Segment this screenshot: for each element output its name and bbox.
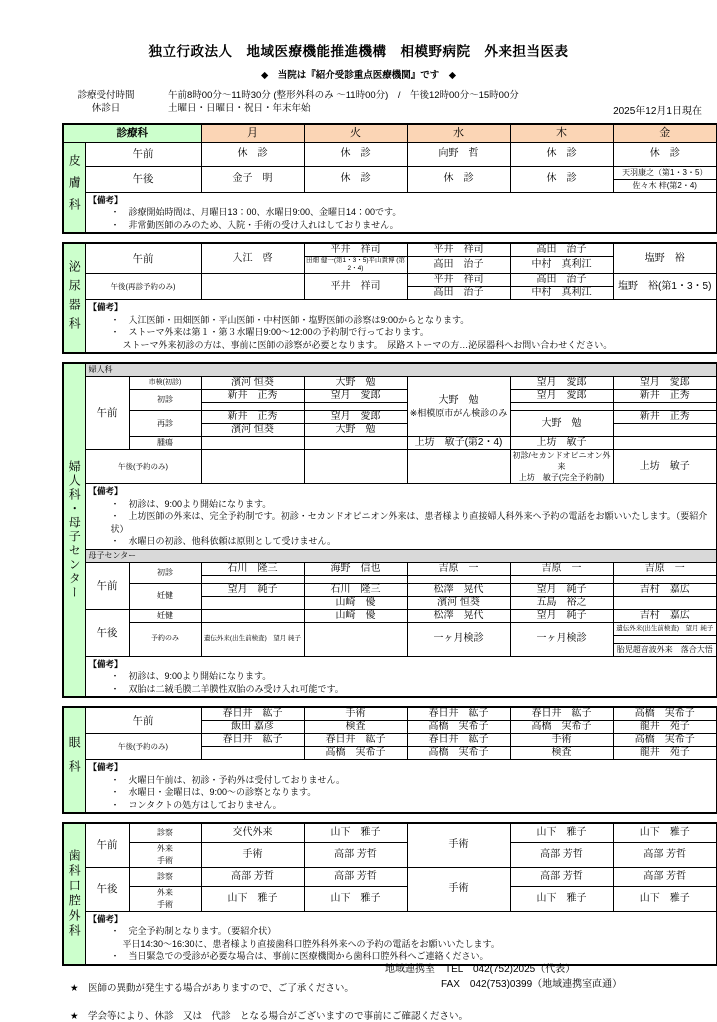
schedule-cell: 高橋 実希子 [407, 747, 510, 760]
schedule-cell: 休 診 [510, 142, 613, 166]
schedule-cell: 塩野 裕 [613, 243, 717, 274]
schedule-cell: 高部 芳哲 [510, 842, 613, 867]
gyn-shiken-row [63, 377, 717, 390]
schedule-cell: 上坊 敏子 [510, 437, 613, 450]
schedule-cell: 山下 雅子 [304, 886, 407, 911]
schedule-cell [201, 747, 304, 760]
schedule-cell: 望月 純子 [510, 609, 613, 622]
schedule-cell: 田畑 健一(第1・3・5)平山貴博 (第2・4) [304, 257, 407, 274]
schedule-cell [201, 437, 304, 450]
schedule-cell: 濱河 恒葵 [201, 424, 304, 437]
label-line: 外来 [157, 843, 173, 853]
schedule-cell: 新井 正秀 [201, 390, 304, 403]
boshi-am-label: 午前 [85, 562, 129, 609]
day-header-tue: 火 [304, 124, 407, 142]
notes-label: 【備考】 [88, 194, 123, 205]
schedule-cell [201, 609, 304, 622]
schedule-cell: 春日井 紘子 [304, 734, 407, 747]
dental-table [62, 822, 717, 966]
gyn-shoshin-row1 [63, 390, 717, 403]
schedule-cell: 胎児超音波外来 落合大悟 [613, 643, 717, 656]
gynecology-table [62, 362, 717, 698]
schedule-cell: 高田 治子 [407, 287, 510, 300]
dent-notes-row [63, 911, 717, 965]
schedule-cell: 向野 哲 [407, 142, 510, 166]
schedule-cell: 手術 [201, 842, 304, 867]
boshi-shoshin-label: 初診 [129, 562, 201, 583]
schedule-cell: 高田 治子 [510, 274, 613, 287]
schedule-cell [407, 450, 510, 484]
schedule-cell [304, 450, 407, 484]
schedule-cell: 一ヶ月検診 [510, 622, 613, 656]
schedule-cell: 高部 芳哲 [613, 867, 717, 886]
contact-fax: FAX 042(753)0399（地域連携室直通） [441, 979, 623, 990]
schedule-cell [510, 450, 613, 484]
derm-am-label: 午前 [85, 142, 201, 166]
day-header-row [63, 124, 717, 142]
section-dental [62, 822, 717, 966]
schedule-cell [407, 377, 510, 437]
schedule-cell: 高部 芳哲 [613, 842, 717, 867]
schedule-cell: 松澤 晃代 [407, 583, 510, 596]
schedule-cell: 春日井 紘子 [201, 734, 304, 747]
schedule-cell [201, 274, 304, 300]
section-dermatology [62, 123, 717, 234]
gyn-pm-label: 午後(予約のみ) [85, 450, 201, 484]
schedule-cell: 石川 隆三 [201, 562, 304, 575]
boshi-notes [85, 656, 717, 697]
schedule-cell: 春日井 紘子 [407, 734, 510, 747]
dent-am-row2 [63, 842, 717, 867]
notice-conference: ★ 学会等により、休診 又は 代診 となる場合がございますので事前にご確認ください。 [70, 1010, 469, 1022]
schedule-cell: 山崎 優 [304, 596, 407, 609]
schedule-cell: 遺伝外来(出生前検査) 望月 純子 [201, 622, 304, 656]
day-header-thu: 木 [510, 124, 613, 142]
schedule-cell [304, 437, 407, 450]
schedule-cell [613, 403, 717, 411]
schedule-cell [304, 622, 407, 656]
eye-am-label: 午前 [85, 707, 201, 734]
uro-am-row1 [63, 243, 717, 257]
schedule-cell: 入江 啓 [201, 243, 304, 274]
gyn-notes [85, 484, 717, 550]
eye-notes-row [63, 760, 717, 814]
schedule-cell [613, 575, 717, 583]
notice-doctor-change: ★ 医師の異動が発生する場合がありますので、ご了承ください。 [70, 982, 354, 994]
boshi-notes-row [63, 656, 717, 697]
schedule-cell: 高部 芳哲 [304, 867, 407, 886]
schedule-cell: 吉村 嘉広 [613, 583, 717, 596]
schedule-cell: 吉原 一 [407, 562, 510, 575]
schedule-cell: 検査 [304, 721, 407, 734]
boshi-pm-label: 午後 [85, 609, 129, 656]
schedule-cell: 濱河 恒葵 [407, 596, 510, 609]
schedule-cell: 濱河 恒葵 [201, 377, 304, 390]
schedule-cell: 望月 純子 [510, 583, 613, 596]
schedule-cell: 龍井 苑子 [613, 721, 717, 734]
schedule-cell: 休 診 [201, 142, 304, 166]
note-line: ・ 初診は、9:00より開始になります。 [110, 671, 272, 681]
dent-am-label: 午前 [85, 823, 129, 867]
schedule-cell: 中村 真利江 [510, 287, 613, 300]
section-gynecology [62, 362, 717, 698]
eye-pm-row1 [63, 734, 717, 747]
eye-notes [85, 760, 717, 814]
schedule-cell: 望月 愛郎 [510, 390, 613, 403]
gyn-shuyo-row [63, 437, 717, 450]
schedule-cell: 高部 芳哲 [304, 842, 407, 867]
notes-label: 【備考】 [88, 302, 123, 312]
note-line: ・ 双胎は二絨毛膜二羊膜性双胎のみ受け入れ可能です。 [110, 683, 344, 694]
boshi-yoyaku-label: 予約のみ [129, 622, 201, 656]
day-header-wed: 水 [407, 124, 510, 142]
schedule-cell [613, 437, 717, 450]
schedule-cell: 飯田 嘉彦 [201, 721, 304, 734]
dent-gairai-label [129, 842, 201, 867]
note-line: ストーマ外来初診の方は、事前に医師の診察が必要となります。 尿路ストーマの方…泌尿器科へお問い合わせください。 [122, 339, 613, 350]
gyn-shoshin-label: 初診 [129, 390, 201, 411]
schedule-cell: 休 診 [304, 142, 407, 166]
note-line: ・ ストーマ外来は第１・第３水曜日9:00～12:00の予約制で行っております。 [110, 327, 429, 337]
schedule-cell: 佐々木 梓(第2・4) [613, 179, 717, 192]
schedule-cell: 天羽康之（第1・3・5） [613, 166, 717, 179]
note-line: ・ 初診は、9:00より開始になります。 [110, 498, 272, 509]
derm-pm-label: 午後 [85, 166, 201, 192]
schedule-cell: 山下 雅子 [613, 823, 717, 842]
schedule-cell [613, 635, 717, 643]
schedule-cell: 休 診 [510, 166, 613, 192]
dept-band-ophthalmology: 眼科 [63, 707, 85, 813]
schedule-cell: 山下 雅子 [510, 886, 613, 911]
schedule-cell: 山下 雅子 [613, 886, 717, 911]
dept-band-urology: 泌尿器科 [63, 243, 85, 353]
uro-am-label: 午前 [85, 243, 201, 274]
schedule-cell: 上坊 敏子(第2・4) [407, 437, 510, 450]
schedule-cell: 塩野 裕(第1・3・5) [613, 274, 717, 300]
schedule-cell: 検査 [510, 747, 613, 760]
reception-hours-label: 診療受付時間 [77, 90, 135, 101]
schedule-cell: 高橋 実希子 [407, 721, 510, 734]
schedule-cell: 金子 明 [201, 166, 304, 192]
note-line: ・ 非常勤医師のみのため、入院・手術の受け入れはしておりません。 [110, 219, 399, 230]
derm-am-row [63, 142, 717, 166]
gyn-subsection-header: 婦人科 [85, 363, 717, 377]
cell-note: 初診/セカンドオピニオン外来 [512, 451, 611, 471]
uro-notes-row [63, 300, 717, 354]
schedule-cell [201, 596, 304, 609]
gyn-am-label: 午前 [85, 377, 129, 450]
dent-am-row1 [63, 823, 717, 842]
schedule-cell: 望月 愛郎 [510, 377, 613, 390]
schedule-cell: 手術 [304, 707, 407, 721]
schedule-cell: 新井 正秀 [613, 411, 717, 424]
boshi-ninken-label: 妊健 [129, 583, 201, 609]
schedule-cell [613, 596, 717, 609]
eye-pm-label: 午後(予約のみ) [85, 734, 201, 760]
note-line: ・ 水曜日・金曜日は、9:00～の診察となります。 [110, 787, 317, 797]
as-of-date: 2025年12月1日現在 [613, 106, 702, 117]
schedule-cell: 平井 祥司 [304, 274, 407, 300]
gyn-saishin-label: 再診 [129, 411, 201, 437]
schedule-cell [201, 575, 304, 583]
dent-shinsatsu-label: 診察 [129, 867, 201, 886]
section-urology [62, 242, 717, 354]
boshi-pm-ninken-label: 妊健 [129, 609, 201, 622]
day-header-mon: 月 [201, 124, 304, 142]
schedule-cell: 望月 愛郎 [304, 390, 407, 403]
schedule-cell: 一ヶ月検診 [407, 622, 510, 656]
uro-pm-row1 [63, 274, 717, 287]
page-subtitle: ◆ 当院は『紹介受診重点医療機関』です ◆ [260, 70, 457, 81]
gyn-shiken-label: 市検(初診) [129, 377, 201, 390]
schedule-cell: 高橋 実希子 [304, 747, 407, 760]
schedule-cell: 望月 純子 [201, 583, 304, 596]
reception-hours-value: 午前8時00分～11時30分 (整形外科のみ ～11時00分) / 午後12時00分～15時00分 [168, 90, 519, 101]
schedule-cell: 高部 芳哲 [201, 867, 304, 886]
boshi-shoshin-row1 [63, 562, 717, 575]
contact-tel: 地域連携室 TEL 042(752)2025（代表） [385, 964, 576, 975]
schedule-cell: 大野 勉 [510, 411, 613, 437]
schedule-cell: 新井 正秀 [613, 390, 717, 403]
eye-am-row1 [63, 707, 717, 721]
label-line: 手術 [157, 855, 173, 865]
ophthalmology-table [62, 706, 717, 814]
schedule-cell: 平井 祥司 [407, 274, 510, 287]
schedule-cell: 山崎 優 [304, 609, 407, 622]
derm-pm-row1 [63, 166, 717, 179]
schedule-cell [201, 403, 304, 411]
schedule-cell: 春日井 紘子 [407, 707, 510, 721]
note-line: ・ コンタクトの処方はしておりません。 [110, 799, 282, 810]
schedule-cell: 休 診 [613, 142, 717, 166]
schedule-cell [407, 575, 510, 583]
schedule-cell [613, 424, 717, 437]
label-line: 手術 [157, 899, 173, 909]
notes-label: 【備考】 [88, 486, 123, 496]
derm-notes [85, 192, 717, 233]
note-line: ・ 診療開始時間は、月曜日13：00、水曜日9:00、金曜日14：00です。 [110, 207, 402, 217]
schedule-cell: 高部 芳哲 [510, 867, 613, 886]
schedule-cell: 遺伝外来(出生前検査) 望月 純子 [613, 622, 717, 635]
schedule-cell [510, 575, 613, 583]
schedule-cell: 山下 雅子 [304, 823, 407, 842]
note-line: ・ 完全予約制となります。（要紹介状） [110, 926, 277, 936]
gyn-band1-row [63, 363, 717, 377]
schedule-cell [304, 575, 407, 583]
boshi-ninken-row1 [63, 583, 717, 596]
gyn-shuyo-label: 腫瘍 [129, 437, 201, 450]
dent-pm-label: 午後 [85, 867, 129, 911]
schedule-cell: 大野 勉 [304, 424, 407, 437]
contact-info [385, 962, 622, 992]
notes-label: 【備考】 [88, 762, 123, 772]
gyn-saishin-row1 [63, 411, 717, 424]
schedule-cell: 五島 裕之 [510, 596, 613, 609]
gyn-notes-row [63, 484, 717, 550]
boshi-subsection-header: 母子センター [85, 549, 717, 562]
schedule-cell: 海野 信也 [304, 562, 407, 575]
schedule-cell [304, 403, 407, 411]
schedule-cell: 平井 祥司 [407, 243, 510, 257]
dept-header-cell: 診療科 [63, 124, 201, 142]
schedule-cell: 松澤 晃代 [407, 609, 510, 622]
dent-shinsatsu-label: 診察 [129, 823, 201, 842]
dent-gairai-label [129, 886, 201, 911]
page-title: 独立行政法人 地域医療機能推進機構 相模野病院 外来担当医表 [148, 44, 569, 59]
schedule-cell: 高田 治子 [510, 243, 613, 257]
schedule-cell: 高橋 実希子 [613, 707, 717, 721]
boshi-yoyaku-row1 [63, 622, 717, 635]
schedule-cell: 中村 真利江 [510, 257, 613, 274]
dept-band-dental: 歯科口腔外科 [63, 823, 85, 965]
schedule-cell: 休 診 [407, 166, 510, 192]
gyn-band2-row [63, 549, 717, 562]
schedule-cell: 石川 隆三 [304, 583, 407, 596]
dent-pm-row1 [63, 867, 717, 886]
schedule-cell: 手術 [510, 734, 613, 747]
note-line: ・ 水曜日の初診、他科依頼は原則として受けません。 [110, 536, 337, 546]
schedule-cell: 吉原 一 [510, 562, 613, 575]
urology-table [62, 242, 717, 354]
schedule-cell: 大野 勉 [304, 377, 407, 390]
notes-label: 【備考】 [88, 658, 123, 669]
schedule-cell: 望月 愛郎 [304, 411, 407, 424]
schedule-cell [201, 450, 304, 484]
schedule-cell: 高田 治子 [407, 257, 510, 274]
label-line: 外来 [157, 887, 173, 897]
note-line: ・ 火曜日午前は、初診・予約外は受付しておりません。 [110, 774, 346, 785]
dept-band-gynecology: 婦人科・母子センター [63, 363, 85, 697]
schedule-cell: 望月 愛郎 [613, 377, 717, 390]
schedule-cell: 吉村 嘉広 [613, 609, 717, 622]
uro-pm-label: 午後(再診予約のみ) [85, 274, 201, 300]
boshi-pm-ninken-row [63, 609, 717, 622]
derm-notes-row [63, 192, 717, 233]
reception-info [62, 89, 702, 117]
section-ophthalmology [62, 706, 717, 814]
note-line: ・ 当日緊急での受診が必要な場合は、事前に医療機関から歯科口腔外科へご連絡ください。 [110, 951, 489, 961]
closed-days-value: 土曜日・日曜日・祝日・年末年始 [168, 103, 311, 114]
dermatology-table [62, 123, 717, 234]
schedule-cell: 高橋 実希子 [613, 734, 717, 747]
day-header-fri: 金 [613, 124, 717, 142]
schedule-cell: 上坊 敏子 [613, 450, 717, 484]
schedule-cell: 山下 雅子 [510, 823, 613, 842]
schedule-cell: 山下 雅子 [201, 886, 304, 911]
doctor-name: 大野 勉 [438, 394, 479, 406]
schedule-cell: 休 診 [304, 166, 407, 192]
schedule-cell: 新井 正秀 [201, 411, 304, 424]
schedule-cell: 春日井 紘子 [510, 707, 613, 721]
schedule-cell: 吉原 一 [613, 562, 717, 575]
cell-note: ※相模原市がん検診のみ [409, 407, 508, 418]
schedule-cell: 龍井 苑子 [613, 747, 717, 760]
dent-pm-row2 [63, 886, 717, 911]
uro-notes [85, 300, 717, 354]
dent-notes [85, 911, 717, 965]
schedule-cell: 手術 [407, 823, 510, 867]
schedule-cell: 手術 [407, 867, 510, 911]
notes-label: 【備考】 [88, 913, 123, 924]
schedule-cell: 交代外来 [201, 823, 304, 842]
schedule-cell [510, 403, 613, 411]
note-line: 平日14:30～16:30に、患者様より直接歯科口腔外科外来への予約の電話をお願いいたします。 [122, 938, 500, 949]
gyn-pm-row [63, 450, 717, 484]
closed-days-label: 休診日 [91, 103, 121, 114]
doctor-name: 上坊 敏子(完全予約制) [518, 473, 605, 482]
schedule-cell: 春日井 紘子 [201, 707, 304, 721]
note-line: ・ 入江医師・田畑医師・平山医師・中村医師・塩野医師の診察は9:00からとなります。 [110, 314, 470, 325]
note-line: ・ 上坊医師の外来は、完全予約制です。初診・セカンドオピニオン外来は、患者様より直接婦人科外来へ予約の電話をお願いいたします。（要紹介状） [110, 511, 708, 534]
schedule-cell: 平井 祥司 [304, 243, 407, 257]
dept-band-dermatology: 皮膚科 [63, 142, 85, 233]
schedule-cell: 高橋 実希子 [510, 721, 613, 734]
